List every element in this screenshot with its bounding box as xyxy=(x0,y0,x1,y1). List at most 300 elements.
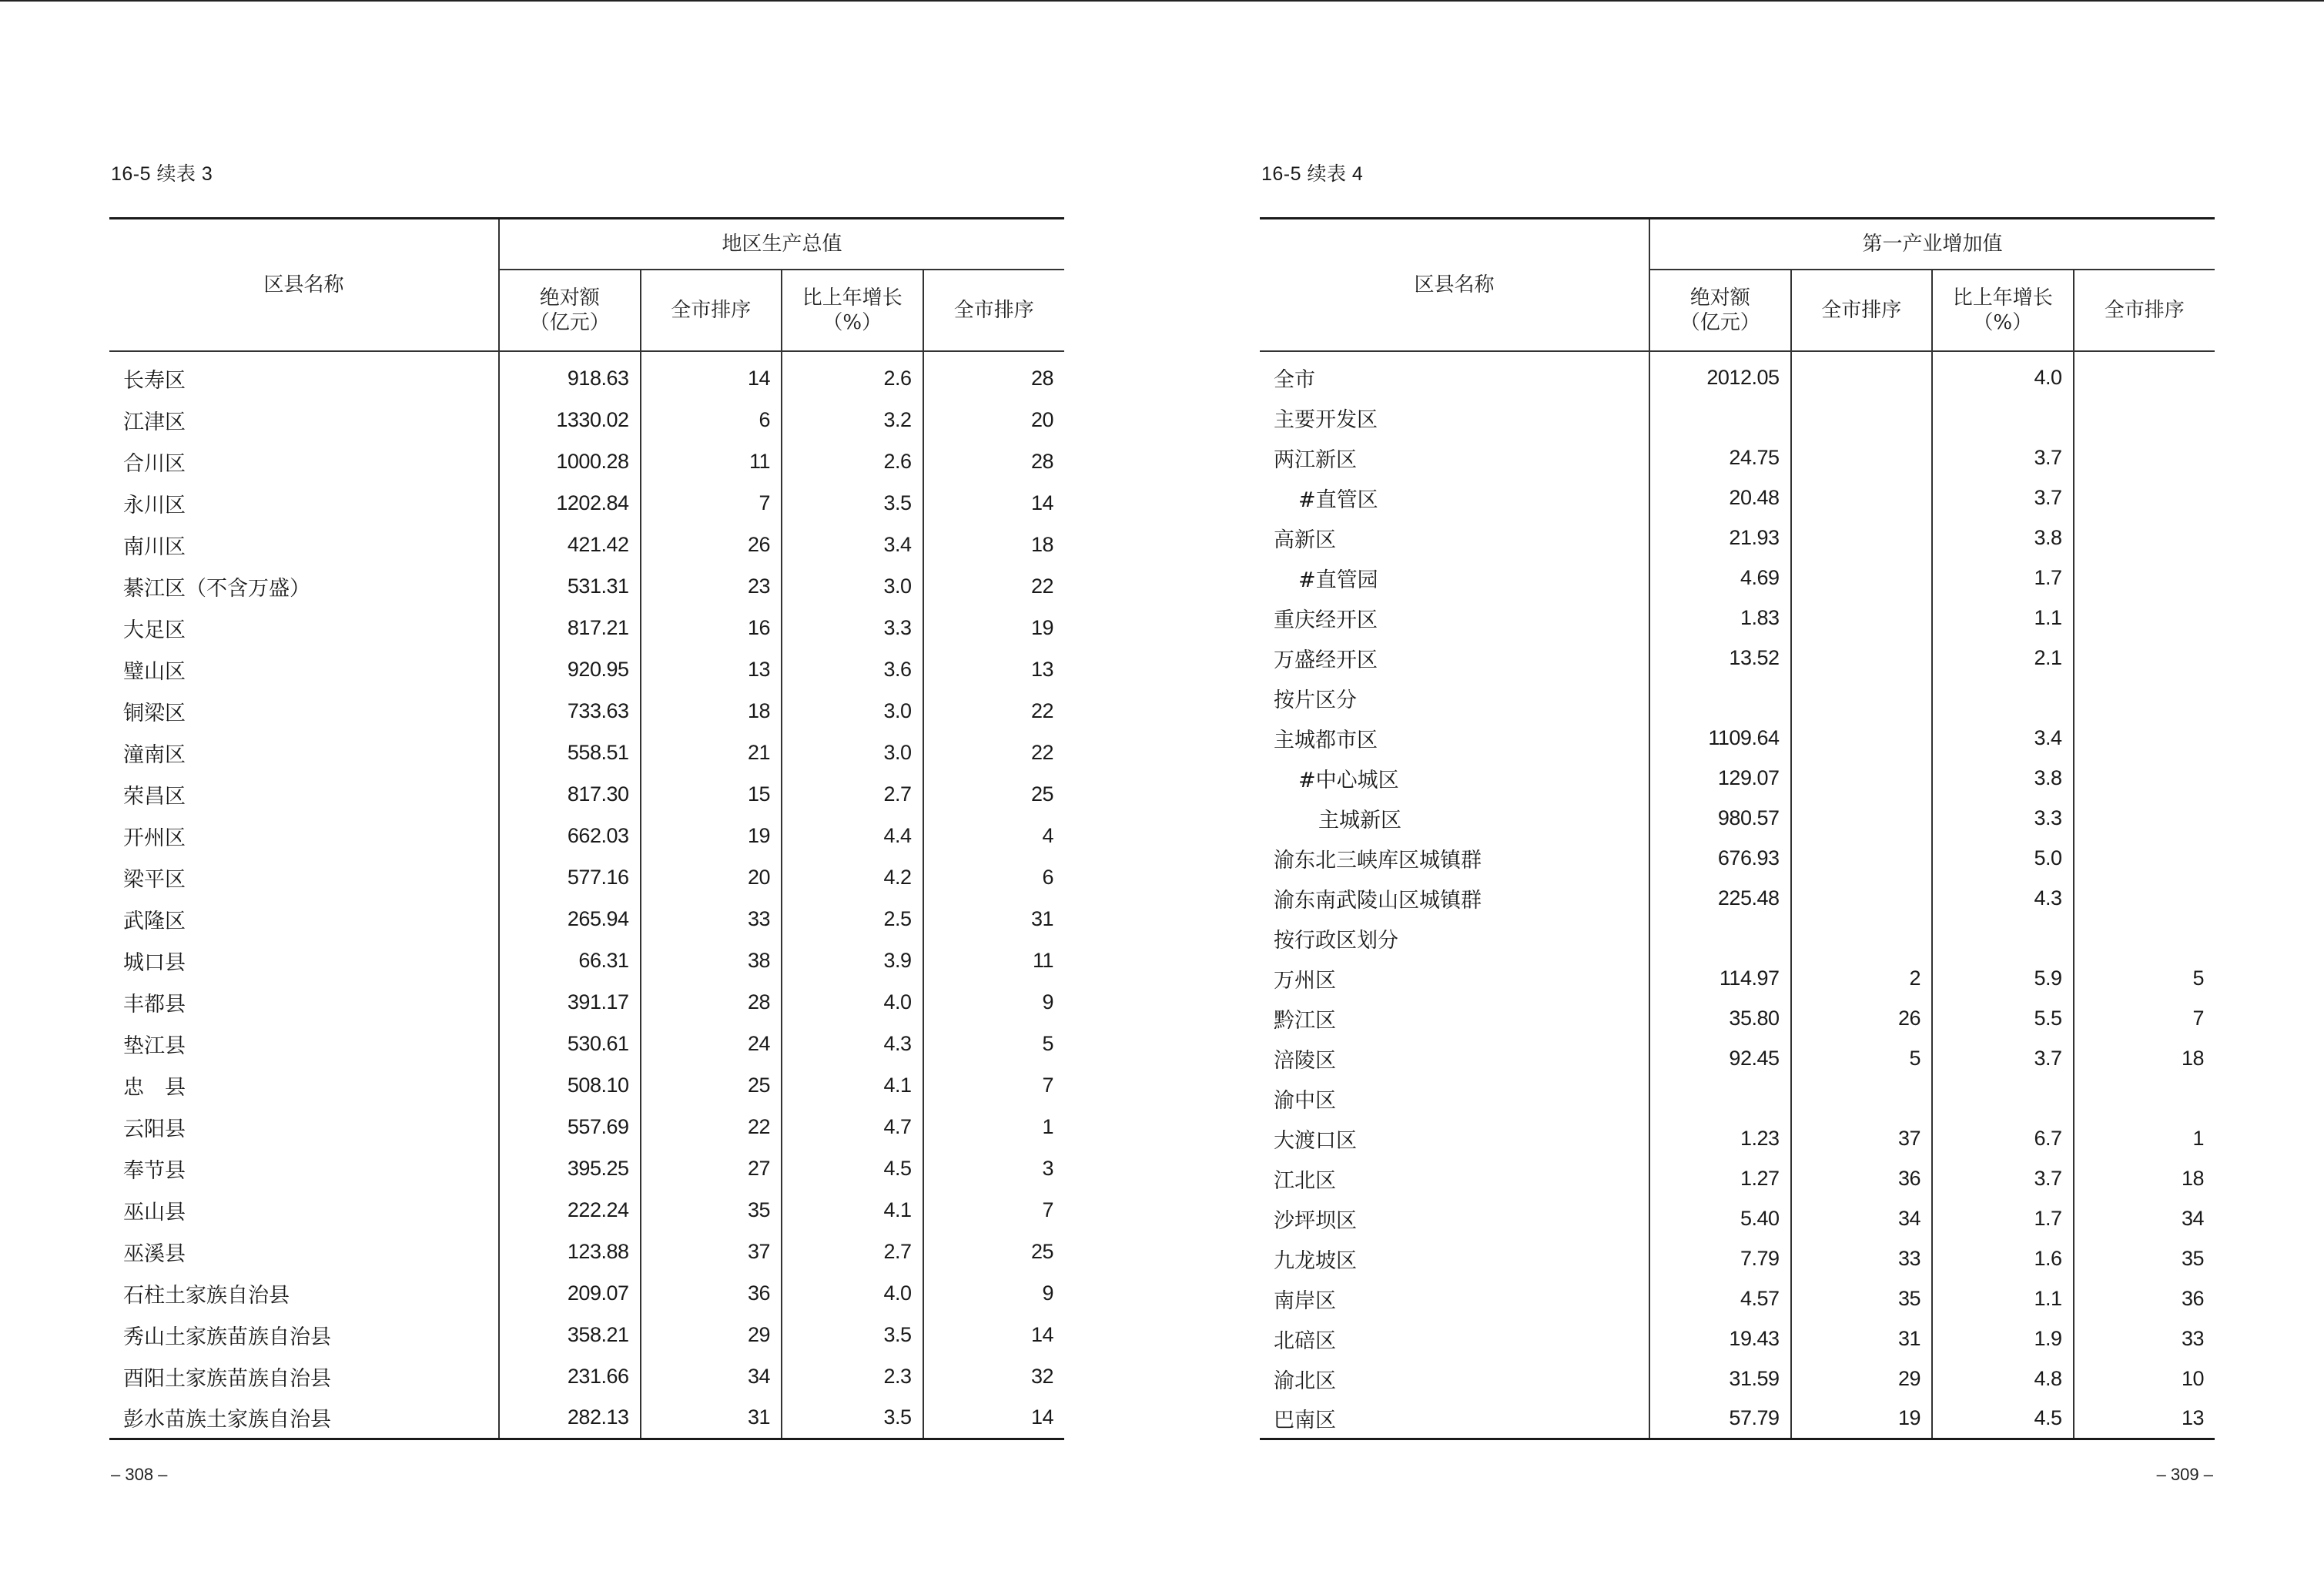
district-name: 丰都县 xyxy=(109,981,499,1023)
growth-rank: 32 xyxy=(1030,1364,1054,1388)
city-rank: 35 xyxy=(641,1189,782,1231)
table-row xyxy=(1260,1278,2215,1318)
district-name: 垫江县 xyxy=(109,1023,499,1064)
growth-rate: 4.0 xyxy=(1932,351,2074,397)
growth-rate: 2.1 xyxy=(1932,638,2074,678)
table-row xyxy=(109,732,1064,773)
table-row xyxy=(1260,1359,2215,1399)
district-name: 梁平区 xyxy=(109,856,499,898)
table-row xyxy=(109,1189,1064,1231)
table-row xyxy=(1260,1038,2215,1078)
district-name: 酉阳土家族苗族自治县 xyxy=(109,1355,499,1397)
table-row xyxy=(1260,798,2215,838)
rank-header: 全市排序 xyxy=(1791,270,1933,351)
growth-rate: 3.8 xyxy=(1932,758,2074,798)
absolute-value: 421.42 xyxy=(499,524,641,565)
city-rank: 19 xyxy=(1791,1399,1933,1439)
growth-rank: 9 xyxy=(1042,1281,1054,1305)
table-row xyxy=(109,940,1064,981)
district-name: 铜梁区 xyxy=(109,690,499,732)
table-row xyxy=(109,1064,1064,1106)
district-name: #直管区 xyxy=(1260,477,1649,518)
city-rank: 21 xyxy=(641,732,782,773)
table-row xyxy=(109,565,1064,607)
growth-rank: 6 xyxy=(1042,865,1054,889)
growth-rank: 1 xyxy=(1042,1114,1054,1138)
district-name: 秀山土家族苗族自治县 xyxy=(109,1314,499,1355)
table-row xyxy=(1260,351,2215,397)
city-rank: 36 xyxy=(641,1272,782,1314)
absolute-value: 265.94 xyxy=(499,898,641,940)
city-rank xyxy=(1791,598,1933,638)
city-rank: 15 xyxy=(641,773,782,815)
growth-rank-header: 全市排序 xyxy=(923,270,1065,351)
group-header-gdp: 地区生产总值 xyxy=(499,219,1064,270)
table-row xyxy=(1260,1078,2215,1118)
growth-rate: 1.7 xyxy=(1932,1198,2074,1238)
growth-rank: 18 xyxy=(2181,1046,2205,1070)
growth-rank: 22 xyxy=(1030,740,1054,764)
absolute-value: 1109.64 xyxy=(1649,718,1791,758)
growth-rate: 2.7 xyxy=(782,1231,923,1272)
city-rank: 14 xyxy=(641,351,782,399)
absolute-value: 733.63 xyxy=(499,690,641,732)
district-name: 石柱土家族自治县 xyxy=(109,1272,499,1314)
table-row xyxy=(1260,638,2215,678)
table-row xyxy=(109,648,1064,690)
growth-rate: 3.5 xyxy=(782,1397,923,1439)
city-rank: 27 xyxy=(641,1147,782,1189)
growth-rank: 7 xyxy=(2192,1006,2205,1030)
district-name: 高新区 xyxy=(1260,518,1649,558)
city-rank: 33 xyxy=(641,898,782,940)
growth-rank: 25 xyxy=(1030,1239,1054,1263)
growth-rate xyxy=(1932,678,2074,718)
growth-rank: 9 xyxy=(1042,990,1054,1013)
city-rank: 7 xyxy=(641,482,782,524)
city-rank xyxy=(1791,351,1933,397)
growth-rank: 25 xyxy=(1030,782,1054,806)
growth-rate: 3.3 xyxy=(1932,798,2074,838)
table-body xyxy=(109,351,1064,1439)
city-rank xyxy=(1791,918,1933,958)
absolute-value-header: 绝对额 （亿元） xyxy=(1649,270,1791,351)
city-rank xyxy=(1791,718,1933,758)
city-rank xyxy=(1791,558,1933,598)
district-name: 南岸区 xyxy=(1260,1278,1649,1318)
growth-rate: 2.3 xyxy=(782,1355,923,1397)
district-name: 潼南区 xyxy=(109,732,499,773)
absolute-value xyxy=(1649,397,1791,437)
absolute-value: 508.10 xyxy=(499,1064,641,1106)
city-rank: 26 xyxy=(641,524,782,565)
district-name: 合川区 xyxy=(109,441,499,482)
district-name-header: 区县名称 xyxy=(109,219,499,352)
table-row xyxy=(109,482,1064,524)
table-body xyxy=(1260,351,2215,1439)
table-row xyxy=(109,898,1064,940)
district-name: 渝东南武陵山区城镇群 xyxy=(1260,878,1649,918)
absolute-value xyxy=(1649,918,1791,958)
growth-rate: 5.5 xyxy=(1932,998,2074,1038)
city-rank: 25 xyxy=(641,1064,782,1106)
district-name: 巫溪县 xyxy=(109,1231,499,1272)
table-row xyxy=(109,524,1064,565)
district-name: #中心城区 xyxy=(1260,758,1649,798)
absolute-value: 557.69 xyxy=(499,1106,641,1147)
district-name: 万州区 xyxy=(1260,958,1649,998)
absolute-value: 20.48 xyxy=(1649,477,1791,518)
table-row xyxy=(109,1147,1064,1189)
table-row xyxy=(109,1355,1064,1397)
growth-rate: 4.8 xyxy=(1932,1359,2074,1399)
absolute-value: 1.83 xyxy=(1649,598,1791,638)
absolute-value: 222.24 xyxy=(499,1189,641,1231)
growth-rank: 14 xyxy=(1030,1405,1054,1429)
district-name: 沙坪坝区 xyxy=(1260,1198,1649,1238)
absolute-value: 123.88 xyxy=(499,1231,641,1272)
city-rank: 24 xyxy=(641,1023,782,1064)
table-row xyxy=(1260,598,2215,638)
city-rank xyxy=(1791,477,1933,518)
growth-rate: 2.7 xyxy=(782,773,923,815)
growth-rate: 4.5 xyxy=(782,1147,923,1189)
growth-rank xyxy=(2074,351,2215,397)
absolute-value: 19.43 xyxy=(1649,1318,1791,1359)
district-name: 开州区 xyxy=(109,815,499,856)
table-row xyxy=(109,399,1064,441)
city-rank: 11 xyxy=(641,441,782,482)
growth-rate: 2.5 xyxy=(782,898,923,940)
absolute-value: 662.03 xyxy=(499,815,641,856)
city-rank: 6 xyxy=(641,399,782,441)
absolute-value: 817.30 xyxy=(499,773,641,815)
growth-rate: 2.6 xyxy=(782,351,923,399)
growth-rank xyxy=(2074,678,2215,718)
district-name: 永川区 xyxy=(109,482,499,524)
growth-rate: 4.3 xyxy=(1932,878,2074,918)
growth-rank xyxy=(2074,758,2215,798)
district-name: 渝北区 xyxy=(1260,1359,1649,1399)
growth-rank xyxy=(2074,437,2215,477)
city-rank: 34 xyxy=(641,1355,782,1397)
absolute-value xyxy=(1649,1078,1791,1118)
district-name: #直管园 xyxy=(1260,558,1649,598)
district-name: 渝中区 xyxy=(1260,1078,1649,1118)
district-name: 云阳县 xyxy=(109,1106,499,1147)
table-row xyxy=(1260,518,2215,558)
city-rank: 18 xyxy=(641,690,782,732)
district-name: 巴南区 xyxy=(1260,1399,1649,1439)
table-row xyxy=(1260,758,2215,798)
district-name: 城口县 xyxy=(109,940,499,981)
absolute-value: 225.48 xyxy=(1649,878,1791,918)
growth-rank: 14 xyxy=(1030,491,1054,514)
district-name: 北碚区 xyxy=(1260,1318,1649,1359)
district-name: 荣昌区 xyxy=(109,773,499,815)
absolute-value xyxy=(1649,678,1791,718)
gdp-table xyxy=(109,217,1064,1440)
district-name-header: 区县名称 xyxy=(1260,219,1649,352)
table-row xyxy=(1260,878,2215,918)
table-row xyxy=(109,773,1064,815)
growth-rank xyxy=(2074,718,2215,758)
absolute-value: 358.21 xyxy=(499,1314,641,1355)
city-rank: 28 xyxy=(641,981,782,1023)
growth-rate: 4.3 xyxy=(782,1023,923,1064)
absolute-value: 817.21 xyxy=(499,607,641,648)
growth-rate: 3.9 xyxy=(782,940,923,981)
city-rank: 5 xyxy=(1791,1038,1933,1078)
absolute-value: 1.27 xyxy=(1649,1158,1791,1198)
absolute-value: 231.66 xyxy=(499,1355,641,1397)
growth-rate: 3.8 xyxy=(1932,518,2074,558)
growth-rank: 13 xyxy=(2181,1405,2205,1429)
district-name: 江津区 xyxy=(109,399,499,441)
growth-rate: 4.4 xyxy=(782,815,923,856)
district-name: 奉节县 xyxy=(109,1147,499,1189)
district-name: 彭水苗族土家族自治县 xyxy=(109,1397,499,1439)
district-name: 大足区 xyxy=(109,607,499,648)
absolute-value: 57.79 xyxy=(1649,1399,1791,1439)
city-rank xyxy=(1791,518,1933,558)
growth-rate: 3.7 xyxy=(1932,437,2074,477)
growth-rate: 4.1 xyxy=(782,1189,923,1231)
growth-rate: 1.7 xyxy=(1932,558,2074,598)
table-row xyxy=(1260,558,2215,598)
absolute-value: 1202.84 xyxy=(499,482,641,524)
table-row xyxy=(1260,958,2215,998)
absolute-value: 391.17 xyxy=(499,981,641,1023)
growth-rank xyxy=(2074,477,2215,518)
table-row xyxy=(1260,1198,2215,1238)
growth-rate: 3.4 xyxy=(1932,718,2074,758)
absolute-value: 4.57 xyxy=(1649,1278,1791,1318)
absolute-value: 558.51 xyxy=(499,732,641,773)
absolute-value: 35.80 xyxy=(1649,998,1791,1038)
absolute-value: 531.31 xyxy=(499,565,641,607)
table-row xyxy=(109,690,1064,732)
district-name: 黔江区 xyxy=(1260,998,1649,1038)
growth-rank: 28 xyxy=(1030,449,1054,473)
district-name: 两江新区 xyxy=(1260,437,1649,477)
growth-rate: 3.0 xyxy=(782,732,923,773)
table-row xyxy=(1260,998,2215,1038)
growth-rate: 4.0 xyxy=(782,981,923,1023)
absolute-value: 209.07 xyxy=(499,1272,641,1314)
table-title: 16-5 续表 3 xyxy=(111,163,213,185)
growth-rank: 7 xyxy=(1042,1073,1054,1097)
city-rank: 37 xyxy=(641,1231,782,1272)
table-row xyxy=(109,1231,1064,1272)
growth-rate xyxy=(1932,1078,2074,1118)
primary-industry-table xyxy=(1260,217,2215,1440)
city-rank: 23 xyxy=(641,565,782,607)
table-row xyxy=(1260,437,2215,477)
absolute-value: 2012.05 xyxy=(1649,351,1791,397)
absolute-value: 1.23 xyxy=(1649,1118,1791,1158)
growth-rank: 18 xyxy=(1030,532,1054,556)
city-rank: 37 xyxy=(1791,1118,1933,1158)
absolute-value: 920.95 xyxy=(499,648,641,690)
table-row xyxy=(1260,1118,2215,1158)
growth-rank: 34 xyxy=(2181,1206,2205,1230)
growth-rate: 3.5 xyxy=(782,1314,923,1355)
growth-rate: 3.5 xyxy=(782,482,923,524)
city-rank: 16 xyxy=(641,607,782,648)
growth-rank xyxy=(2074,397,2215,437)
absolute-value: 21.93 xyxy=(1649,518,1791,558)
district-name: 万盛经开区 xyxy=(1260,638,1649,678)
table-row xyxy=(109,856,1064,898)
table-row xyxy=(1260,838,2215,878)
growth-rank: 14 xyxy=(1030,1322,1054,1346)
table-title: 16-5 续表 4 xyxy=(1261,163,1364,185)
growth-rate: 2.6 xyxy=(782,441,923,482)
growth-rate: 3.7 xyxy=(1932,1038,2074,1078)
growth-rank: 3 xyxy=(1042,1156,1054,1180)
city-rank: 20 xyxy=(641,856,782,898)
city-rank: 29 xyxy=(1791,1359,1933,1399)
city-rank xyxy=(1791,638,1933,678)
growth-rank xyxy=(2074,638,2215,678)
table-row xyxy=(1260,918,2215,958)
absolute-value: 92.45 xyxy=(1649,1038,1791,1078)
absolute-value: 5.40 xyxy=(1649,1198,1791,1238)
table-row xyxy=(1260,477,2215,518)
city-rank: 19 xyxy=(641,815,782,856)
absolute-value: 577.16 xyxy=(499,856,641,898)
district-name: 璧山区 xyxy=(109,648,499,690)
city-rank: 38 xyxy=(641,940,782,981)
city-rank: 36 xyxy=(1791,1158,1933,1198)
growth-rank: 5 xyxy=(1042,1031,1054,1055)
table-row xyxy=(109,981,1064,1023)
city-rank: 35 xyxy=(1791,1278,1933,1318)
absolute-value-header: 绝对额 （亿元） xyxy=(499,270,641,351)
district-name: 大渡口区 xyxy=(1260,1118,1649,1158)
growth-rate: 3.2 xyxy=(782,399,923,441)
district-name: 武隆区 xyxy=(109,898,499,940)
district-name: 重庆经开区 xyxy=(1260,598,1649,638)
table-row xyxy=(109,351,1064,399)
growth-rank xyxy=(2074,518,2215,558)
table-row xyxy=(1260,1158,2215,1198)
city-rank xyxy=(1791,678,1933,718)
growth-rate: 1.1 xyxy=(1932,598,2074,638)
growth-rank xyxy=(2074,798,2215,838)
city-rank: 13 xyxy=(641,648,782,690)
absolute-value: 530.61 xyxy=(499,1023,641,1064)
absolute-value: 1330.02 xyxy=(499,399,641,441)
growth-rank: 10 xyxy=(2181,1366,2205,1390)
growth-rate: 3.4 xyxy=(782,524,923,565)
city-rank: 2 xyxy=(1791,958,1933,998)
growth-rate xyxy=(1932,918,2074,958)
growth-rank: 35 xyxy=(2181,1246,2205,1270)
growth-rank: 20 xyxy=(1030,407,1054,431)
right-page xyxy=(1260,0,2215,1588)
growth-rank: 18 xyxy=(2181,1166,2205,1190)
city-rank: 31 xyxy=(1791,1318,1933,1359)
district-name: 綦江区（不含万盛） xyxy=(109,565,499,607)
growth-rank xyxy=(2074,878,2215,918)
growth-rank: 1 xyxy=(2192,1126,2205,1150)
city-rank xyxy=(1791,1078,1933,1118)
city-rank: 31 xyxy=(641,1397,782,1439)
district-name: 南川区 xyxy=(109,524,499,565)
district-name: 主城新区 xyxy=(1260,798,1649,838)
growth-rank: 5 xyxy=(2192,966,2205,990)
table-row xyxy=(109,607,1064,648)
table-row xyxy=(1260,1399,2215,1439)
growth-rank: 4 xyxy=(1042,823,1054,847)
growth-header: 比上年增长 （%） xyxy=(782,270,923,351)
rank-header: 全市排序 xyxy=(641,270,782,351)
growth-rate: 5.9 xyxy=(1932,958,2074,998)
table-row xyxy=(109,1106,1064,1147)
growth-rank: 33 xyxy=(2181,1326,2205,1350)
growth-rate: 4.1 xyxy=(782,1064,923,1106)
district-name: 全市 xyxy=(1260,351,1649,397)
table-row xyxy=(109,1023,1064,1064)
growth-rate: 3.0 xyxy=(782,565,923,607)
growth-rank: 22 xyxy=(1030,699,1054,722)
growth-rank: 28 xyxy=(1030,367,1054,390)
district-name: 主城都市区 xyxy=(1260,718,1649,758)
city-rank xyxy=(1791,798,1933,838)
growth-rate xyxy=(1932,397,2074,437)
absolute-value: 918.63 xyxy=(499,351,641,399)
city-rank xyxy=(1791,437,1933,477)
city-rank: 29 xyxy=(641,1314,782,1355)
growth-rate: 4.5 xyxy=(1932,1399,2074,1439)
absolute-value: 24.75 xyxy=(1649,437,1791,477)
growth-rate: 3.0 xyxy=(782,690,923,732)
growth-rank: 36 xyxy=(2181,1286,2205,1310)
growth-rate: 3.7 xyxy=(1932,1158,2074,1198)
district-name: 涪陵区 xyxy=(1260,1038,1649,1078)
absolute-value: 114.97 xyxy=(1649,958,1791,998)
absolute-value: 129.07 xyxy=(1649,758,1791,798)
district-name: 九龙坡区 xyxy=(1260,1238,1649,1278)
growth-rate: 1.9 xyxy=(1932,1318,2074,1359)
city-rank xyxy=(1791,878,1933,918)
growth-rate: 5.0 xyxy=(1932,838,2074,878)
district-name: 巫山县 xyxy=(109,1189,499,1231)
district-name: 江北区 xyxy=(1260,1158,1649,1198)
page-number: – 309 – xyxy=(2156,1465,2213,1484)
growth-rate: 4.0 xyxy=(782,1272,923,1314)
city-rank xyxy=(1791,838,1933,878)
absolute-value: 4.69 xyxy=(1649,558,1791,598)
growth-rank xyxy=(2074,598,2215,638)
table-row xyxy=(109,1272,1064,1314)
growth-rank: 13 xyxy=(1030,657,1054,681)
group-header-primary-industry: 第一产业增加值 xyxy=(1649,219,2215,270)
growth-rank xyxy=(2074,1078,2215,1118)
table-row xyxy=(1260,718,2215,758)
table-row xyxy=(109,1397,1064,1439)
district-name: 渝东北三峡库区城镇群 xyxy=(1260,838,1649,878)
city-rank: 26 xyxy=(1791,998,1933,1038)
district-name: 长寿区 xyxy=(109,351,499,399)
absolute-value: 282.13 xyxy=(499,1397,641,1439)
growth-rank: 22 xyxy=(1030,574,1054,598)
table-row xyxy=(109,441,1064,482)
left-page xyxy=(109,0,1064,1588)
table-row xyxy=(1260,1318,2215,1359)
